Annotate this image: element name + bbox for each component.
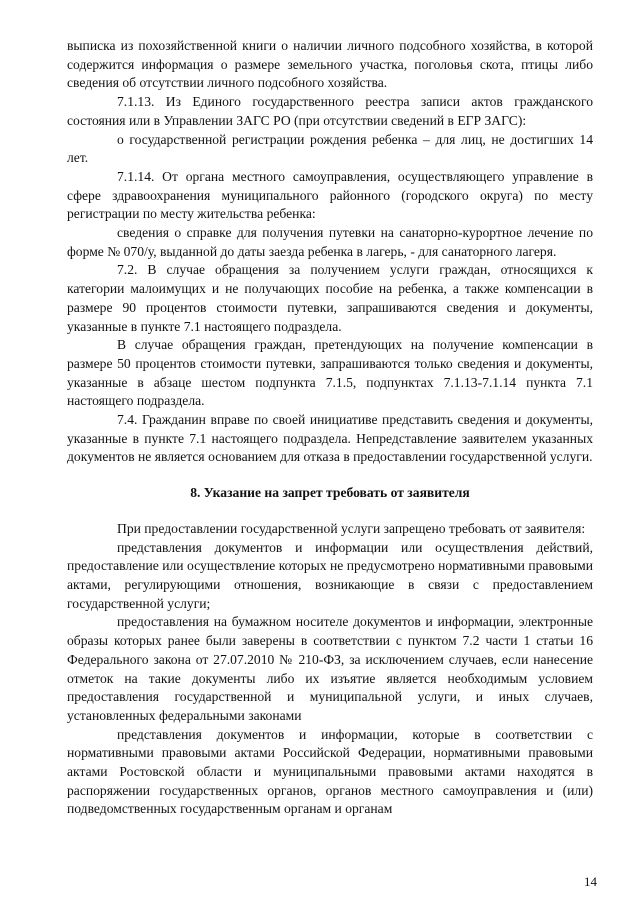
paragraph: 7.1.13. Из Единого государственного реестра записи актов гражданского состояния или в Управлении ЗАГС РО (при отсутствии сведений в ЕГР ЗАГС): bbox=[67, 94, 593, 128]
page-number: 14 bbox=[584, 874, 597, 889]
paragraph: 7.4. Гражданин вправе по своей инициативе представить сведения и документы, указанные в пункте 7.1 настоящего подраздела. Непредставление заявителем указанных документов не является основанием для отказа в предоставлении государственной услуги. bbox=[67, 412, 593, 465]
paragraph: представления документов и информации, которые в соответствии с нормативными правовыми актами Российской Федерации, нормативными правовыми актами Ростовской области и муниципальными правовыми актами находятся в распоряжении государственных органов, органов местного самоуправления и (или) подведомственных государственным органам и органам bbox=[67, 726, 593, 817]
paragraph: В случае обращения граждан, претендующих на получение компенсации в размере 50 процентов стоимости путевки, запрашиваются только сведения и документы, указанные в абзаце шестом подпункта 7.1.5, подпунктах 7.1.13-7.1.14 пункта 7.1 настоящего подраздела. bbox=[67, 337, 593, 409]
section-heading: 8. Указание на запрет требовать от заявителя bbox=[190, 485, 470, 501]
paragraph: выписка из похозяйственной книги о наличии личного подсобного хозяйства, в которой содержится информация о размере земельного участка, поголовья скота, птицы либо сведения об отсутствии личного подсобного хозяйства. bbox=[67, 38, 593, 91]
paragraph: При предоставлении государственной услуги запрещено требовать от заявителя: bbox=[117, 520, 586, 536]
paragraph: 7.2. В случае обращения за получением услуги граждан, относящихся к категории малоимущих и не получающих пособие на ребенка, а также компенсации в размере 90 процентов стоимости путевки, запрашиваются сведения и документы, указанные в пункте 7.1 настоящего подраздела. bbox=[67, 262, 593, 334]
paragraph: о государственной регистрации рождения ребенка – для лиц, не достигших 14 лет. bbox=[67, 131, 593, 166]
paragraph: предоставления на бумажном носителе документов и информации, электронные образы которых ранее были заверены в соответствии с пунктом 7.2 части 1 статьи 16 Федерального закона от 27.07.2010 № 210-ФЗ, за исключением случаев, если нанесение отметок на такие документы либо их изъятие является необходимым условием предоставления государственной и муниципальной услуги, и иных случаев, установленных федеральными законами bbox=[67, 614, 593, 723]
paragraph: 7.1.14. От органа местного самоуправления, осуществляющего управление в сфере здравоохранения муниципального районного (городского округа) по месту регистрации по месту жительства ребенка: bbox=[67, 168, 593, 222]
paragraph: сведения о справке для получения путевки на санаторно-курортное лечение по форме № 070/у, выданной до даты заезда ребенка в лагерь, - для санаторного лагеря. bbox=[67, 225, 593, 259]
paragraph: представления документов и информации или осуществления действий, предоставление или осуществление которых не предусмотрено нормативными правовыми актами, регулирующими отношения, возникающие в связи с предоставлением государственной услуги; bbox=[67, 539, 593, 611]
